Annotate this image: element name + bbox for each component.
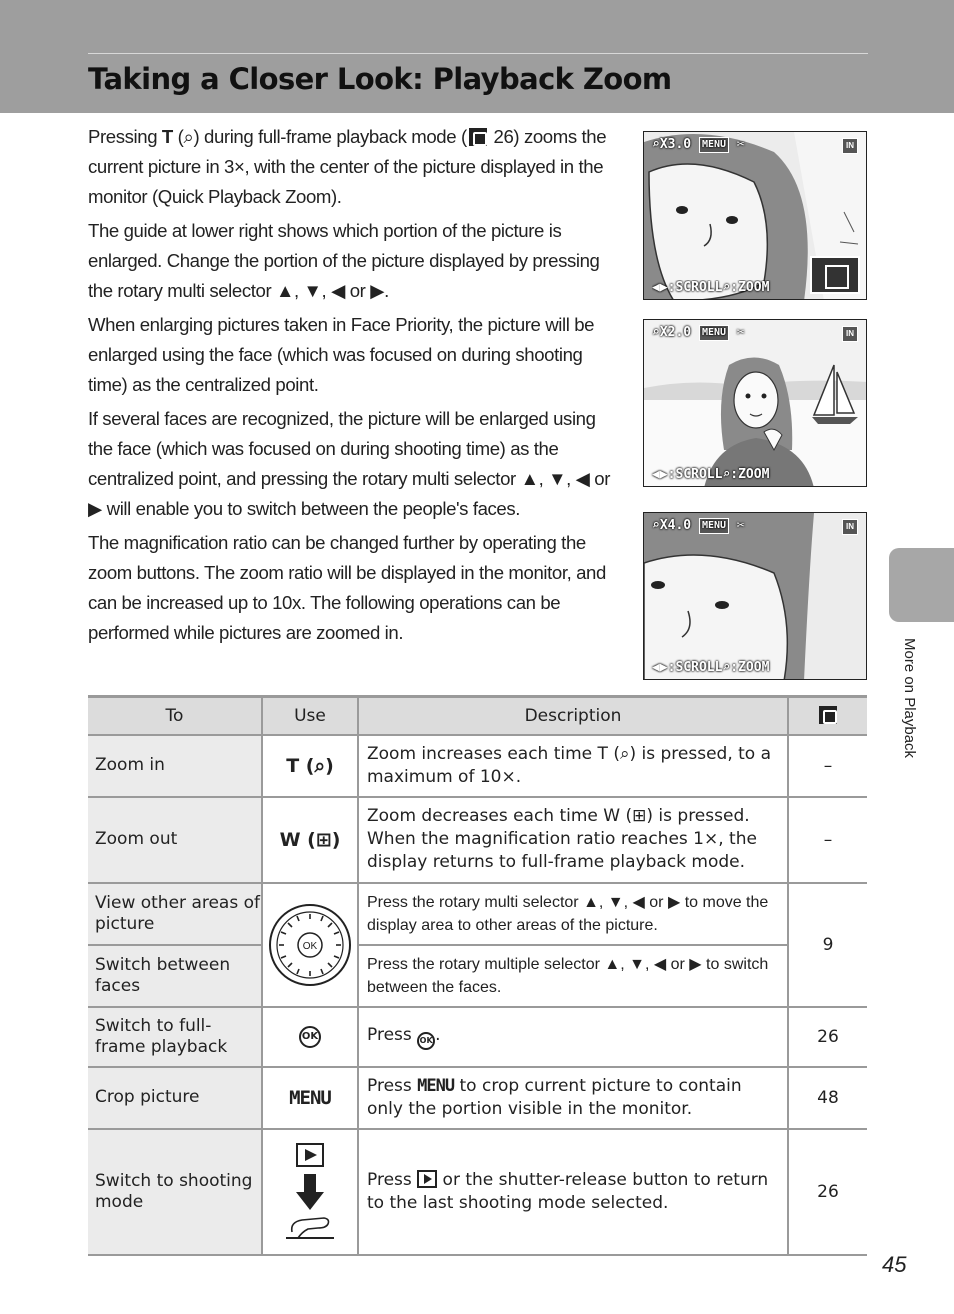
row-description: Press the rotary multiple selector ▲, ▼, ◀ or ▶ to switch between the faces. [358, 945, 788, 1007]
menu-button-icon: MENU [417, 1075, 455, 1096]
header-rule [88, 53, 868, 54]
intro-text [88, 122, 623, 652]
table-row [88, 945, 867, 1007]
row-to: Zoom out [88, 797, 262, 883]
table-row [88, 1007, 867, 1067]
monitor-screen-zoom-2x [643, 319, 867, 487]
table-row [88, 797, 867, 883]
internal-memory-icon: IN [842, 138, 858, 154]
table-row [88, 1129, 867, 1255]
row-reference: 9 [788, 883, 867, 1007]
intro-paragraph-2: The guide at lower right shows which portion of the picture is enlarged. Change the portion of the picture displayed by pressing the rotary multi selector ▲, ▼, ◀ or ▶. [88, 220, 600, 301]
intro-paragraph-1: Pressing T (⌕) during full-frame playback mode ( 26) zooms the current picture in 3×, with the center of the picture displayed in the monitor (Quick Playback Zoom). [88, 126, 607, 207]
row-to: View other areas of picture [88, 883, 262, 945]
ok-button-icon: OK [299, 1026, 321, 1048]
intro-paragraph-3: When enlarging pictures taken in Face Priority, the picture will be enlarged using the face (which was focused on during shooting time) as the centralized point. [88, 314, 595, 395]
row-description: Press the rotary multi selector ▲, ▼, ◀ or ▶ to move the display area to other areas of the picture. [358, 883, 788, 945]
zoom-out-button-glyph: W (⊞) [262, 797, 358, 883]
scissors-icon: ✂ [736, 325, 745, 340]
scroll-zoom-hint: ◀▶:SCROLL⌕:ZOOM [652, 660, 770, 675]
table-header-row [88, 697, 867, 735]
ok-button-label: OK [302, 940, 318, 952]
column-header-description: Description [358, 697, 788, 735]
row-reference: – [788, 735, 867, 797]
row-reference: 26 [788, 1007, 867, 1067]
row-to: Zoom in [88, 735, 262, 797]
row-description: Press OK . [358, 1007, 788, 1067]
zoom-ratio-label: ⌕X4.0 MENU ✂ [652, 518, 745, 533]
playback-button-icon [417, 1170, 437, 1188]
shooting-mode-cell [262, 1129, 358, 1255]
ok-button-icon: OK [417, 1032, 435, 1050]
row-to: Switch between faces [88, 945, 262, 1007]
zoom-in-t-glyph: T [161, 126, 173, 147]
zoom-operations-table [88, 695, 867, 1256]
row-reference: 26 [788, 1129, 867, 1255]
column-header-to: To [88, 697, 262, 735]
page-number: 45 [882, 1252, 907, 1277]
internal-memory-icon: IN [842, 519, 858, 535]
reference-page-icon [819, 706, 837, 724]
zoom-in-button-glyph: T (⌕) [262, 735, 358, 797]
reference-page-icon [469, 128, 487, 146]
table-row [88, 1067, 867, 1129]
column-header-reference [788, 697, 867, 735]
section-label: More on Playback [901, 638, 918, 759]
table-row [88, 883, 867, 945]
ok-button-cell [262, 1007, 358, 1067]
rotary-multi-selector-cell [262, 883, 358, 1007]
menu-button-icon: MENU [289, 1086, 331, 1109]
monitor-screen-zoom-4x [643, 512, 867, 680]
row-reference: – [788, 797, 867, 883]
row-description: Zoom increases each time T (⌕) is pressed, to a maximum of 10×. [358, 735, 788, 797]
row-to: Crop picture [88, 1067, 262, 1129]
menu-button-cell [262, 1067, 358, 1129]
table-row [88, 735, 867, 797]
portrait-sailboat-illustration [644, 320, 867, 487]
monitor-screen-zoom-3x [643, 131, 867, 300]
row-reference: 48 [788, 1067, 867, 1129]
scroll-zoom-hint: ◀▶:SCROLL⌕:ZOOM [652, 280, 770, 295]
zoom-guide-icon [810, 256, 860, 294]
internal-memory-icon: IN [842, 326, 858, 342]
scroll-zoom-hint: ◀▶:SCROLL⌕:ZOOM [652, 467, 770, 482]
row-to: Switch to full-frame playback [88, 1007, 262, 1067]
page-title: Taking a Closer Look: Playback Zoom [88, 62, 672, 96]
row-to: Switch to shooting mode [88, 1129, 262, 1255]
page-header [0, 0, 954, 113]
row-description: Press or the shutter-release button to return to the last shooting mode selected. [358, 1129, 788, 1255]
zoom-ratio-label: ⌕X3.0 MENU ✂ [652, 137, 745, 152]
scissors-icon: ✂ [736, 518, 745, 533]
playback-to-shutter-icon [278, 1142, 342, 1242]
zoom-ratio-label: ⌕X2.0 MENU ✂ [652, 325, 745, 340]
scissors-icon: ✂ [736, 137, 745, 152]
section-tab [889, 548, 954, 622]
intro-paragraph-4: If several faces are recognized, the picture will be enlarged using the face (which was focused on during shooting time) as the centralized point, and pressing the rotary multi selector ▲, ▼, ◀ or ▶ will enable you to switch between the people's faces. [88, 408, 611, 519]
row-description: Press MENU to crop current picture to contain only the portion visible in the monitor. [358, 1067, 788, 1129]
column-header-use: Use [262, 697, 358, 735]
portrait-closeup-illustration [644, 513, 867, 680]
intro-paragraph-5: The magnification ratio can be changed further by operating the zoom buttons. The zoom ratio will be displayed in the monitor, and can be increased up to 10x. The following operations can be performed while pictures are zoomed in. [88, 532, 606, 643]
rotary-multi-selector-icon [267, 902, 353, 988]
row-description: Zoom decreases each time W (⊞) is pressed. When the magnification ratio reaches 1×, the display returns to full-frame playback mode. [358, 797, 788, 883]
